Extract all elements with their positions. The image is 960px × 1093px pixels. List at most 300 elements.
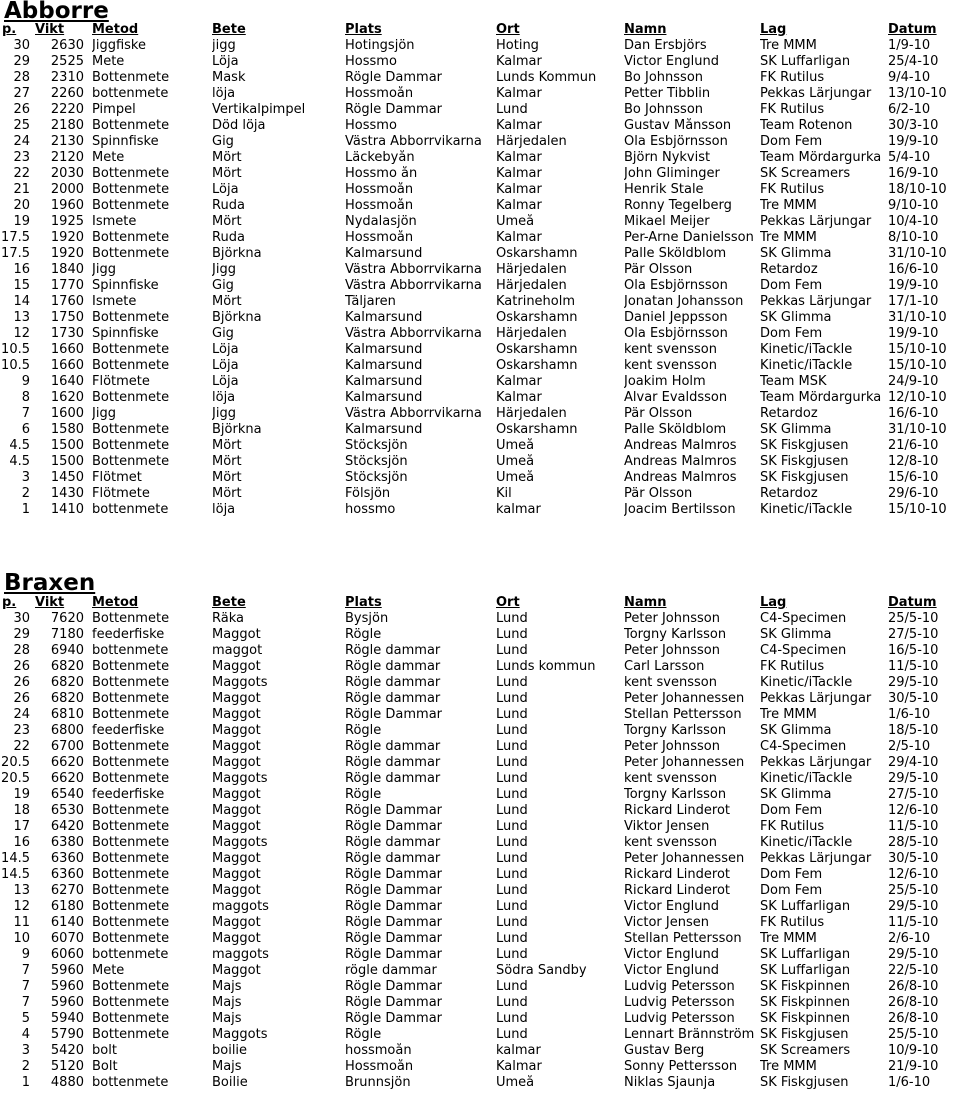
table-cell: Mört (212, 470, 242, 485)
column-header: Datum (888, 595, 937, 610)
table-cell: 7620 (50, 611, 84, 626)
table-cell: 26 (13, 691, 30, 706)
table-cell: kent svensson (624, 835, 717, 850)
table-cell: 19 (13, 787, 30, 802)
table-cell: Bottenmete (92, 118, 170, 133)
table-cell: 27/5-10 (888, 787, 939, 802)
table-cell: 1 (21, 1075, 30, 1090)
table-cell: Maggot (212, 707, 261, 722)
table-cell: C4-Specimen (760, 611, 847, 626)
table-cell: 6360 (50, 867, 84, 882)
table-cell: Stöcksjön (345, 438, 408, 453)
table-cell: 20.5 (1, 771, 30, 786)
table-cell: 30/5-10 (888, 851, 939, 866)
table-cell: Lund (496, 995, 528, 1010)
table-cell: Västra Abborrvikarna (345, 278, 482, 293)
table-cell: Ronny Tegelberg (624, 198, 732, 213)
table-row (0, 659, 960, 675)
table-cell: Fölsjön (345, 486, 391, 501)
table-row (0, 214, 960, 230)
table-row (0, 675, 960, 691)
table-cell: Maggot (212, 915, 261, 930)
table-cell: Maggot (212, 819, 261, 834)
table-cell: 5940 (50, 1011, 84, 1026)
table-row (0, 86, 960, 102)
table-cell: 2220 (50, 102, 84, 117)
table-cell: Andreas Malmros (624, 438, 737, 453)
table-row (0, 611, 960, 627)
table-cell: hossmoån (345, 1043, 412, 1058)
table-cell: 17.5 (1, 230, 30, 245)
table-cell: 14 (13, 294, 30, 309)
table-cell: 6530 (50, 803, 84, 818)
table-row (0, 150, 960, 166)
table-cell: Pär Olsson (624, 486, 693, 501)
table-cell: Björkna (212, 246, 262, 261)
table-cell: Peter Johannessen (624, 851, 745, 866)
table-cell: Lund (496, 627, 528, 642)
table-cell: Katrineholm (496, 294, 576, 309)
table-cell: Pimpel (92, 102, 136, 117)
table-cell: Kalmarsund (345, 390, 423, 405)
table-cell: Oskarshamn (496, 246, 578, 261)
table-cell: 15/10-10 (888, 502, 947, 517)
table-cell: Bottenmete (92, 358, 170, 373)
table-cell: 29/4-10 (888, 755, 939, 770)
table-header-row (0, 595, 960, 611)
table-cell: 2 (21, 1059, 30, 1074)
table-cell: Bottenmete (92, 182, 170, 197)
table-cell: 1/6-10 (888, 707, 931, 722)
table-cell: Lund (496, 899, 528, 914)
table-cell: 31/10-10 (888, 422, 947, 437)
table-cell: Viktor Jensen (624, 819, 710, 834)
table-cell: feederfiske (92, 787, 165, 802)
table-cell: 27 (13, 86, 30, 101)
table-cell: Lund (496, 675, 528, 690)
table-cell: 6620 (50, 755, 84, 770)
table-cell: 2000 (50, 182, 84, 197)
table-cell: Kalmarsund (345, 374, 423, 389)
table-row (0, 326, 960, 342)
table-cell: 12/6-10 (888, 803, 939, 818)
table-cell: Tre MMM (760, 198, 817, 213)
table-cell: 9 (21, 374, 30, 389)
table-row (0, 979, 960, 995)
table-row (0, 755, 960, 771)
table-cell: 1660 (50, 342, 84, 357)
table-row (0, 70, 960, 86)
table-row (0, 454, 960, 470)
table-cell: Rögle (345, 627, 382, 642)
table-cell: FK Rutilus (760, 659, 825, 674)
table-cell: Bottenmete (92, 995, 170, 1010)
column-header: Bete (212, 22, 246, 37)
table-cell: Kalmarsund (345, 342, 423, 357)
column-header: Metod (92, 595, 139, 610)
table-cell: Mört (212, 214, 242, 229)
table-row (0, 294, 960, 310)
table-cell: bottenmete (92, 1075, 169, 1090)
table-cell: Mört (212, 438, 242, 453)
table-cell: Rögle Dammar (345, 995, 443, 1010)
table-cell: 26/8-10 (888, 979, 939, 994)
column-header: Metod (92, 22, 139, 37)
table-cell: Rögle dammar (345, 643, 441, 658)
table-cell: Ludvig Petersson (624, 979, 735, 994)
table-cell: Flötmet (92, 470, 142, 485)
table-cell: Lund (496, 819, 528, 834)
table-cell: Carl Larsson (624, 659, 705, 674)
table-cell: 5420 (50, 1043, 84, 1058)
table-cell: Lund (496, 883, 528, 898)
table-cell: Västra Abborrvikarna (345, 406, 482, 421)
table-cell: SK Fiskgjusen (760, 1075, 849, 1090)
table-cell: Bottenmete (92, 707, 170, 722)
table-row (0, 198, 960, 214)
table-cell: 1/9-10 (888, 38, 931, 53)
table-cell: FK Rutilus (760, 70, 825, 85)
table-row (0, 819, 960, 835)
table-cell: Rögle dammar (345, 659, 441, 674)
table-cell: 6540 (50, 787, 84, 802)
table-row (0, 422, 960, 438)
table-cell: 29/5-10 (888, 947, 939, 962)
table-cell: Bottenmete (92, 899, 170, 914)
table-cell: 19 (13, 214, 30, 229)
table-cell: Lund (496, 771, 528, 786)
table-row (0, 38, 960, 54)
table-cell: Stöcksjön (345, 454, 408, 469)
table-cell: 26/8-10 (888, 995, 939, 1010)
table-cell: Kinetic/iTackle (760, 502, 853, 517)
table-cell: 1500 (50, 438, 84, 453)
table-cell: 20 (13, 198, 30, 213)
table-cell: Härjedalen (496, 278, 567, 293)
table-cell: bolt (92, 1043, 117, 1058)
table-cell: kent svensson (624, 771, 717, 786)
table-cell: SK Glimma (760, 723, 832, 738)
table-cell: Bottenmete (92, 1011, 170, 1026)
table-row (0, 54, 960, 70)
table-cell: Löja (212, 342, 239, 357)
table-cell: 1960 (50, 198, 84, 213)
table-cell: 1430 (50, 486, 84, 501)
table-cell: Bottenmete (92, 438, 170, 453)
table-cell: Mikael Meijer (624, 214, 710, 229)
table-cell: Pekkas Lärjungar (760, 851, 872, 866)
table-cell: Hossmoån (345, 1059, 414, 1074)
table-cell: Ismete (92, 294, 137, 309)
table-cell: SK Fiskpinnen (760, 979, 850, 994)
table-cell: 14.5 (1, 851, 30, 866)
table-cell: 11/5-10 (888, 915, 939, 930)
table-cell: 7 (21, 963, 30, 978)
table-cell: 1770 (50, 278, 84, 293)
table-cell: 1/6-10 (888, 1075, 931, 1090)
table-cell: Lund (496, 611, 528, 626)
table-row (0, 627, 960, 643)
table-row (0, 1043, 960, 1059)
table-cell: Team Rotenon (760, 118, 853, 133)
table-cell: 25/4-10 (888, 54, 939, 69)
table-cell: Maggot (212, 659, 261, 674)
table-cell: Bottenmete (92, 915, 170, 930)
table-cell: Mört (212, 150, 242, 165)
table-cell: Stöcksjön (345, 470, 408, 485)
table-cell: 28 (13, 70, 30, 85)
table-cell: 13 (13, 883, 30, 898)
table-cell: Mask (212, 70, 246, 85)
table-cell: Bysjön (345, 611, 389, 626)
table-cell: Hossmo (345, 118, 397, 133)
table-cell: Rögle dammar (345, 675, 441, 690)
table-cell: Bo Johnsson (624, 102, 704, 117)
table-row (0, 1059, 960, 1075)
table-cell: kent svensson (624, 342, 717, 357)
table-cell: Hossmoån (345, 198, 414, 213)
table-cell: Spinnfiske (92, 278, 159, 293)
table-cell: 6420 (50, 819, 84, 834)
table-cell: Härjedalen (496, 406, 567, 421)
table-cell: SK Fiskgjusen (760, 438, 849, 453)
table-cell: 16/5-10 (888, 643, 939, 658)
table-cell: SK Glimma (760, 627, 832, 642)
table-cell: 17 (13, 819, 30, 834)
table-cell: rögle dammar (345, 963, 437, 978)
table-cell: 3 (21, 1043, 30, 1058)
table-cell: 9/10-10 (888, 198, 939, 213)
table-row (0, 486, 960, 502)
table-cell: Bottenmete (92, 454, 170, 469)
table-row (0, 947, 960, 963)
table-cell: Lund (496, 979, 528, 994)
table-cell: 21/9-10 (888, 1059, 939, 1074)
table-cell: bottenmete (92, 86, 169, 101)
table-cell: Ola Esbjörnsson (624, 278, 728, 293)
table-cell: 31/10-10 (888, 310, 947, 325)
table-cell: kalmar (496, 1043, 541, 1058)
table-cell: Kalmar (496, 198, 542, 213)
table-cell: Rögle (345, 1027, 382, 1042)
table-cell: 15/6-10 (888, 470, 939, 485)
table-cell: 3 (21, 470, 30, 485)
table-cell: Hotingsjön (345, 38, 415, 53)
table-cell: 30 (13, 611, 30, 626)
table-cell: Gustav Månsson (624, 118, 732, 133)
table-cell: 19/9-10 (888, 278, 939, 293)
table-cell: 14.5 (1, 867, 30, 882)
table-cell: Maggot (212, 867, 261, 882)
table-cell: 1410 (50, 502, 84, 517)
table-cell: 24 (13, 134, 30, 149)
table-row (0, 867, 960, 883)
table-cell: Bottenmete (92, 819, 170, 834)
column-header: Plats (345, 595, 382, 610)
table-cell: 1 (21, 502, 30, 517)
table-row (0, 691, 960, 707)
table-cell: 6060 (50, 947, 84, 962)
table-cell: Lennart Brännström (624, 1027, 755, 1042)
table-cell: 22/5-10 (888, 963, 939, 978)
table-row (0, 723, 960, 739)
table-cell: SK Screamers (760, 1043, 851, 1058)
table-cell: 6800 (50, 723, 84, 738)
column-header: p. (2, 22, 17, 37)
table-cell: 2 (21, 486, 30, 501)
table-cell: Gustav Berg (624, 1043, 705, 1058)
table-cell: FK Rutilus (760, 182, 825, 197)
table-cell: Lunds kommun (496, 659, 596, 674)
table-cell: 29/6-10 (888, 486, 939, 501)
table-cell: 25/5-10 (888, 611, 939, 626)
table-cell: 1760 (50, 294, 84, 309)
table-cell: Mete (92, 150, 125, 165)
table-cell: Mört (212, 454, 242, 469)
table-cell: 7180 (50, 627, 84, 642)
table-cell: SK Fiskpinnen (760, 1011, 850, 1026)
table-cell: Niklas Sjaunja (624, 1075, 716, 1090)
table-cell: Kalmar (496, 390, 542, 405)
column-header: Ort (496, 595, 520, 610)
table-cell: SK Fiskgjusen (760, 454, 849, 469)
table-row (0, 851, 960, 867)
table-cell: Victor Jensen (624, 915, 709, 930)
table-cell: Rögle Dammar (345, 1011, 443, 1026)
table-cell: Jiggfiske (92, 38, 146, 53)
table-cell: 24/9-10 (888, 374, 939, 389)
table-row (0, 278, 960, 294)
table-cell: Retardoz (760, 262, 818, 277)
column-header: Vikt (35, 22, 65, 37)
table-row (0, 883, 960, 899)
table-cell: 17/1-10 (888, 294, 939, 309)
table-row (0, 438, 960, 454)
table-cell: Rögle Dammar (345, 899, 443, 914)
table-cell: Rögle Dammar (345, 102, 443, 117)
table-cell: Rögle (345, 787, 382, 802)
table-cell: Lund (496, 867, 528, 882)
table-cell: Död löja (212, 118, 266, 133)
table-cell: Lund (496, 1027, 528, 1042)
table-cell: 6360 (50, 851, 84, 866)
table-cell: 1920 (50, 246, 84, 261)
table-cell: 26 (13, 102, 30, 117)
table-cell: 15/10-10 (888, 358, 947, 373)
column-header: Plats (345, 22, 382, 37)
table-cell: Hossmoån (345, 182, 414, 197)
table-cell: Kalmar (496, 374, 542, 389)
table-cell: Bottenmete (92, 803, 170, 818)
table-cell: Palle Sköldblom (624, 246, 727, 261)
table-cell: 25 (13, 118, 30, 133)
table-cell: 28/5-10 (888, 835, 939, 850)
table-cell: Kinetic/iTackle (760, 835, 853, 850)
table-row (0, 470, 960, 486)
table-cell: Vertikalpimpel (212, 102, 306, 117)
table-cell: 17.5 (1, 246, 30, 261)
table-row (0, 390, 960, 406)
table-cell: Jigg (212, 406, 236, 421)
table-cell: Bottenmete (92, 931, 170, 946)
table-cell: Rögle Dammar (345, 947, 443, 962)
table-cell: 9/4-10 (888, 70, 931, 85)
table-cell: bottenmete (92, 643, 169, 658)
table-cell: 5790 (50, 1027, 84, 1042)
table-cell: Pär Olsson (624, 406, 693, 421)
table-cell: Maggot (212, 963, 261, 978)
table-cell: 2130 (50, 134, 84, 149)
table-cell: Maggot (212, 883, 261, 898)
table-cell: Pekkas Lärjungar (760, 214, 872, 229)
table-cell: Kalmar (496, 1059, 542, 1074)
table-cell: 5960 (50, 995, 84, 1010)
table-cell: 1500 (50, 454, 84, 469)
table-cell: Tre MMM (760, 931, 817, 946)
table-cell: 12/10-10 (888, 390, 947, 405)
table-cell: SK Fiskgjusen (760, 1027, 849, 1042)
table-cell: Peter Johnsson (624, 739, 720, 754)
table-cell: Per-Arne Danielsson (624, 230, 754, 245)
table-cell: 28 (13, 643, 30, 658)
table-cell: Daniel Jeppsson (624, 310, 728, 325)
column-header: p. (2, 595, 17, 610)
table-row (0, 915, 960, 931)
table-cell: 1640 (50, 374, 84, 389)
table-cell: 1580 (50, 422, 84, 437)
table-cell: 4.5 (9, 454, 30, 469)
table-row (0, 899, 960, 915)
table-cell: Dom Fem (760, 134, 823, 149)
table-cell: Bottenmete (92, 675, 170, 690)
table-cell: maggots (212, 947, 269, 962)
table-cell: Rickard Linderot (624, 803, 731, 818)
table-cell: 19/9-10 (888, 326, 939, 341)
table-cell: Ludvig Petersson (624, 1011, 735, 1026)
table-cell: 4880 (50, 1075, 84, 1090)
table-row (0, 182, 960, 198)
table-cell: feederfiske (92, 627, 165, 642)
table-row (0, 342, 960, 358)
table-cell: Rögle (345, 723, 382, 738)
table-cell: 6180 (50, 899, 84, 914)
table-cell: Björkna (212, 310, 262, 325)
table-cell: 27/5-10 (888, 627, 939, 642)
table-cell: Ludvig Petersson (624, 995, 735, 1010)
table-cell: Team MSK (760, 374, 827, 389)
table-cell: Kil (496, 486, 512, 501)
table-cell: 12/8-10 (888, 454, 939, 469)
table-cell: 25/5-10 (888, 1027, 939, 1042)
table-cell: 2525 (50, 54, 84, 69)
table-cell: maggot (212, 643, 263, 658)
table-row (0, 739, 960, 755)
table-cell: 10.5 (1, 342, 30, 357)
abborre-table (0, 22, 960, 518)
table-cell: Majs (212, 1011, 242, 1026)
table-cell: Maggot (212, 803, 261, 818)
table-cell: Lund (496, 1011, 528, 1026)
table-cell: Ola Esbjörnsson (624, 326, 728, 341)
table-cell: 6820 (50, 659, 84, 674)
table-cell: Bottenmete (92, 835, 170, 850)
table-cell: Rögle Dammar (345, 883, 443, 898)
table-cell: Bottenmete (92, 739, 170, 754)
table-cell: Bottenmete (92, 611, 170, 626)
table-cell: Lund (496, 643, 528, 658)
table-cell: FK Rutilus (760, 819, 825, 834)
table-cell: 1450 (50, 470, 84, 485)
